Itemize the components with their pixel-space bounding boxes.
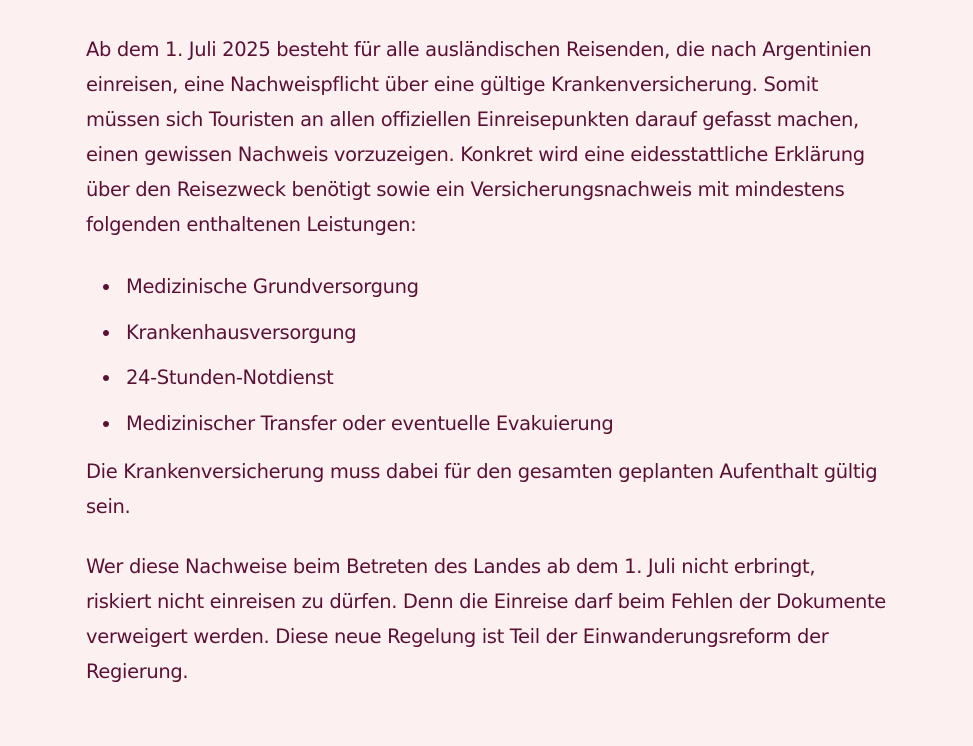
services-list bbox=[86, 269, 886, 441]
list-item: 24-Stunden-Notdienst bbox=[126, 360, 886, 395]
validity-paragraph: Die Krankenversicherung muss dabei für den gesamten geplanten Aufenthalt gültig sein. bbox=[86, 459, 878, 518]
article-body bbox=[86, 32, 886, 689]
list-item: Medizinischer Transfer oder eventuelle Evakuierung bbox=[126, 406, 886, 441]
list-item: Krankenhausversorgung bbox=[126, 315, 886, 350]
consequence-paragraph: Wer diese Nachweise beim Betreten des Landes ab dem 1. Juli nicht erbringt, riskiert nicht einreisen zu dürfen. Denn die Einreise darf beim Fehlen der Dokumente verweigert werden. Diese neue Regelung ist Teil der Einwanderungsreform der Regierung. bbox=[86, 554, 886, 683]
intro-paragraph: Ab dem 1. Juli 2025 besteht für alle ausländischen Reisenden, die nach Argentinien einreisen, eine Nachweispflicht über eine gültige Krankenversicherung. Somit müssen sich Touristen an allen offiziellen Einreisepunkten darauf gefasst machen, einen gewissen Nachweis vorzuzeigen. Konkret wird eine eidesstattliche Erklärung über den Reisezweck benötigt sowie ein Versicherungsnachweis mit mindestens folgenden enthaltenen Leistungen: bbox=[86, 38, 872, 236]
list-item: Medizinische Grundversorgung bbox=[126, 269, 886, 304]
